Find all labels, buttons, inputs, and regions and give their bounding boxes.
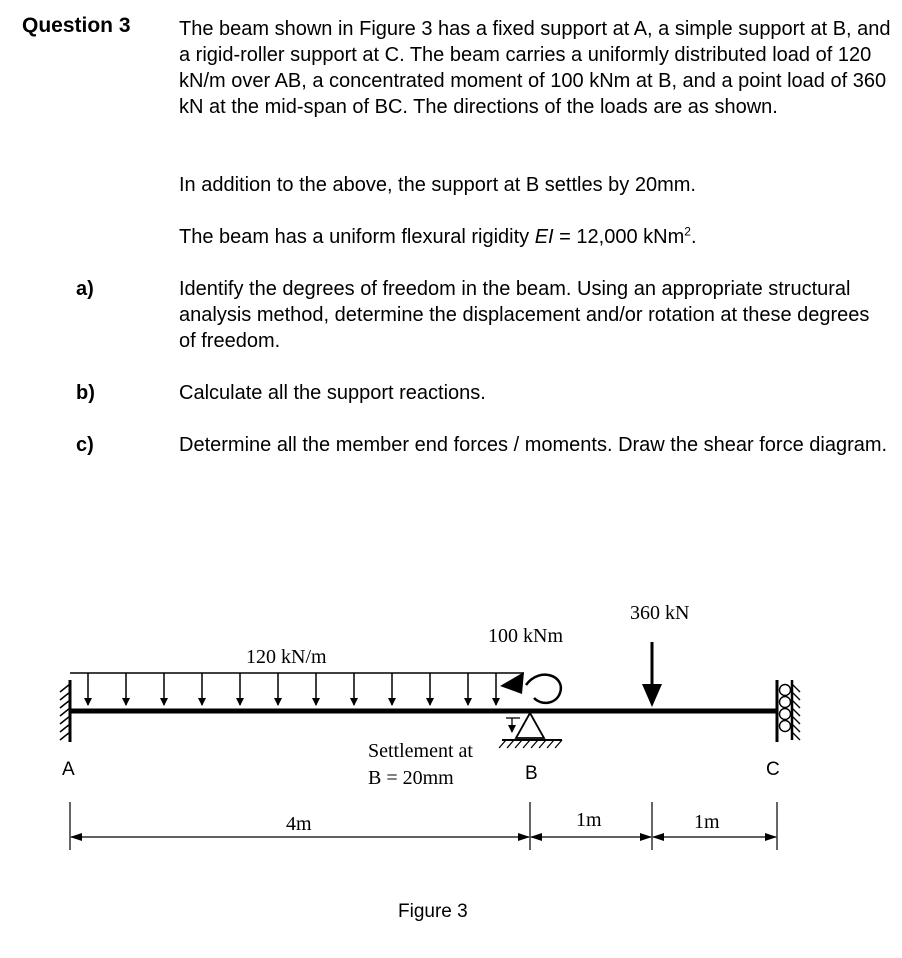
settlement-label-line1: Settlement at [368,740,473,762]
dimension-label-mid-c: 1m [694,811,720,833]
point-load-arrow [642,642,662,707]
intro-paragraph-2: In addition to the above, the support at B settles by 20mm. [179,174,696,196]
node-label-c: C [766,759,780,780]
settlement-label-line2: B = 20mm [368,767,454,789]
question-label: Question 3 [22,14,131,37]
part-a-text: Identify the degrees of freedom in the beam. Using an appropriate structural analysis method, determine the displacement and/or rotation at these degrees of freedom. [179,278,870,352]
part-c-label: c) [76,434,94,456]
part-c-text: Determine all the member end forces / moments. Draw the shear force diagram. [179,434,888,456]
ei-exponent: 2 [684,224,691,239]
ei-symbol: EI [534,226,554,248]
settlement-arrow [506,718,520,732]
part-a-label: a) [76,278,94,300]
node-label-b: B [525,763,538,784]
intro-paragraph-1: The beam shown in Figure 3 has a fixed support at A, a simple support at B, and a rigid-roller support at C. The beam carries a uniformly distributed load of 120 kN/m over AB, a concentrated moment of 100 kNm at B, and a point load of 360 kN at the mid-span of BC. The directions of the loads are as shown. [179,18,891,118]
roller-support-c [777,680,800,742]
figure-caption: Figure 3 [398,901,468,922]
moment-label: 100 kNm [488,625,563,647]
ei-suffix: . [690,226,697,248]
ei-value: = 12,000 kNm [553,226,685,248]
fixed-support-a [60,680,70,742]
dimension-label-b-mid: 1m [576,809,602,831]
part-b-text: Calculate all the support reactions. [179,382,486,404]
part-b-label: b) [76,382,95,404]
intro-paragraph-3 [179,224,891,250]
figure-3-beam-diagram [0,580,902,958]
udl-arrows [70,673,524,705]
dimension-label-ab: 4m [286,813,312,835]
ei-prefix: The beam has a uniform flexural rigidity [179,226,535,248]
point-load-label: 360 kN [630,602,690,624]
node-label-a: A [62,759,75,780]
udl-label: 120 kN/m [246,646,327,668]
dimension-lines [70,802,777,850]
moment-arrow [500,672,561,703]
